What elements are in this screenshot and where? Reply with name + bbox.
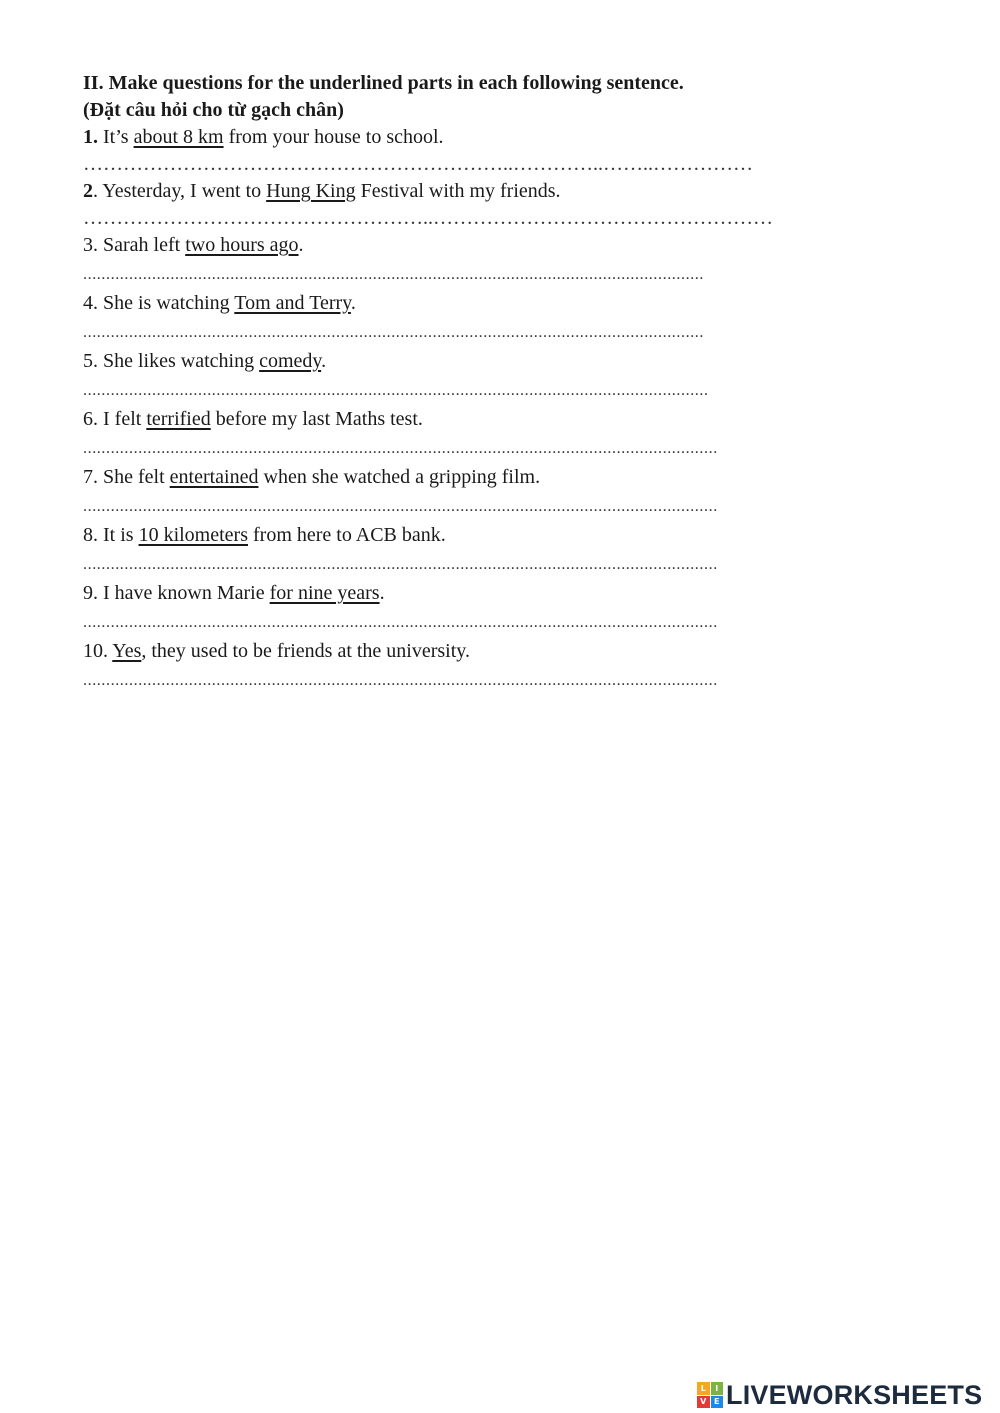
logo-mark-letter: E (711, 1396, 724, 1409)
question-pre: I have known Marie (98, 582, 270, 604)
liveworksheets-logo-icon (697, 1382, 723, 1408)
question-pre: I felt (98, 408, 147, 430)
question-number: 3. (83, 234, 98, 256)
question-post: . (321, 350, 327, 372)
question-item (83, 580, 843, 638)
question-number: 1. (83, 126, 98, 148)
question-item (83, 232, 843, 290)
underlined-part: Tom and Terry (234, 292, 351, 314)
question-text (83, 124, 843, 151)
underlined-part: Hung King (266, 180, 356, 202)
question-item (83, 178, 843, 232)
question-item (83, 348, 843, 406)
worksheet (83, 70, 843, 696)
answer-line[interactable]: ……………………………………………..…………………………………………… (83, 207, 773, 229)
question-item (83, 522, 843, 580)
question-number: 10. (83, 640, 108, 662)
question-text (83, 232, 843, 259)
underlined-part: Yes (112, 640, 142, 662)
question-text (83, 638, 843, 665)
question-text (83, 522, 843, 549)
question-item (83, 638, 843, 696)
section-title: II. Make questions for the underlined parts in each following sentence. (83, 72, 684, 94)
question-post: , they used to be friends at the university. (141, 640, 470, 662)
question-item (83, 406, 843, 464)
logo-mark-letter: I (711, 1382, 724, 1395)
question-number: 2 (83, 180, 93, 202)
question-number: 7. (83, 466, 98, 488)
question-pre: She is watching (98, 292, 235, 314)
question-pre: She likes watching (98, 350, 260, 372)
question-text (83, 580, 843, 607)
logo-mark-letter: L (697, 1382, 710, 1395)
question-post: before my last Maths test. (210, 408, 423, 430)
underlined-part: comedy (259, 350, 322, 372)
question-number: 5. (83, 350, 98, 372)
answer-line[interactable]: ....................................................................................................................................... (83, 266, 704, 283)
question-pre: It is (98, 524, 139, 546)
answer-line[interactable]: .......................................................................................................................................... (83, 672, 718, 689)
underlined-part: 10 kilometers (138, 524, 248, 546)
question-text (83, 464, 843, 491)
underlined-part: entertained (169, 466, 259, 488)
question-post: from your house to school. (223, 126, 444, 148)
logo-text: LIVEWORKSHEETS (726, 1379, 983, 1410)
question-pre: It’s (98, 126, 134, 148)
logo-mark-letter: V (697, 1396, 710, 1409)
liveworksheets-logo (697, 1378, 982, 1412)
question-post: . (350, 292, 356, 314)
question-pre: She felt (98, 466, 170, 488)
question-item (83, 464, 843, 522)
answer-line[interactable]: ………………………………………………………..…………..……..…………… (83, 153, 753, 175)
question-text (83, 290, 843, 317)
question-pre: . Yesterday, I went to (93, 180, 267, 202)
answer-line[interactable]: .......................................................................................................................................... (83, 556, 718, 573)
answer-line[interactable]: ....................................................................................................................................... (83, 324, 704, 341)
question-post: Festival with my friends. (355, 180, 561, 202)
question-number: 4. (83, 292, 98, 314)
underlined-part: for nine years (269, 582, 380, 604)
answer-line[interactable]: .......................................................................................................................................... (83, 614, 718, 631)
question-item (83, 290, 843, 348)
question-pre: Sarah left (98, 234, 186, 256)
question-post: . (298, 234, 304, 256)
question-number: 9. (83, 582, 98, 604)
underlined-part: terrified (146, 408, 211, 430)
question-post: when she watched a gripping film. (258, 466, 541, 488)
underlined-part: about 8 km (133, 126, 224, 148)
underlined-part: two hours ago (185, 234, 299, 256)
answer-line[interactable]: .......................................................................................................................................... (83, 440, 718, 457)
question-text (83, 348, 843, 375)
section-subtitle: (Đặt câu hỏi cho từ gạch chân) (83, 99, 344, 121)
question-text (83, 178, 843, 205)
question-text (83, 406, 843, 433)
question-number: 6. (83, 408, 98, 430)
answer-line[interactable]: ........................................................................................................................................ (83, 382, 709, 399)
question-post: from here to ACB bank. (248, 524, 446, 546)
answer-line[interactable]: .......................................................................................................................................... (83, 498, 718, 515)
question-number: 8. (83, 524, 98, 546)
question-item (83, 124, 843, 178)
question-post: . (379, 582, 385, 604)
